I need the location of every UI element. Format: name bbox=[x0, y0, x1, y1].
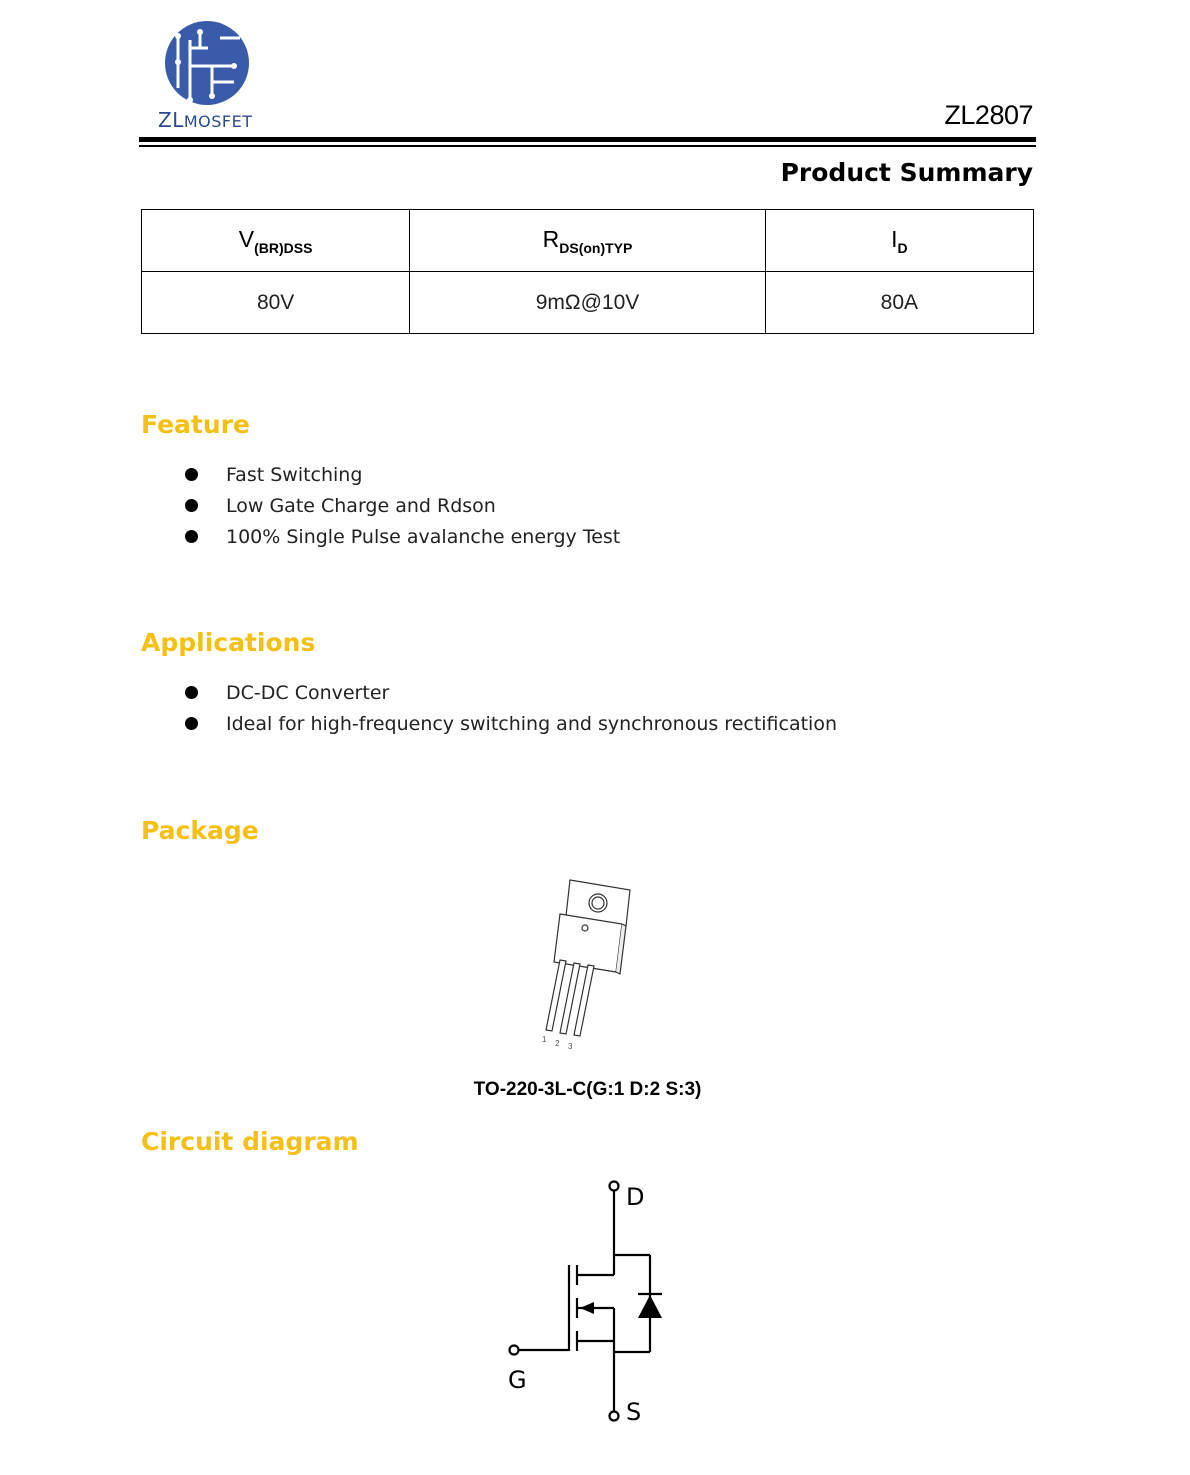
package-caption: TO-220-3L-C(G:1 D:2 S:3) bbox=[473, 1079, 702, 1100]
feature-list bbox=[183, 462, 620, 555]
pin-label: 2 bbox=[555, 1039, 560, 1048]
header-vbrdss: $V_{(BR)DSS}$ bbox=[142, 210, 410, 272]
bullet-icon bbox=[185, 717, 198, 730]
table-row bbox=[142, 272, 1034, 334]
value-id: 80A bbox=[765, 272, 1033, 334]
logo-wordmark: ZLMOSFET bbox=[158, 108, 253, 132]
applications-list bbox=[183, 680, 837, 742]
source-label: S bbox=[626, 1398, 642, 1426]
product-summary-title: Product Summary bbox=[780, 158, 1033, 187]
value-vbrdss: 80V bbox=[142, 272, 410, 334]
list-item: Ideal for high-frequency switching and synchronous rectification bbox=[183, 711, 837, 742]
product-summary-table bbox=[141, 209, 1034, 334]
header-rdson: $R_{DS(on)TYP}$ bbox=[410, 210, 765, 272]
circuit-diagram-title: Circuit diagram bbox=[141, 1127, 359, 1156]
part-number: ZL2807 bbox=[944, 100, 1033, 130]
header-rule-thin bbox=[139, 145, 1036, 147]
mosfet-circuit-symbol bbox=[500, 1175, 680, 1430]
gate-label: G bbox=[508, 1366, 527, 1394]
value-rdson: 9mΩ@10V bbox=[410, 272, 765, 334]
header-id: $I_D$ bbox=[765, 210, 1033, 272]
bullet-icon bbox=[185, 530, 198, 543]
bullet-icon bbox=[185, 468, 198, 481]
pin-label: 3 bbox=[568, 1042, 573, 1051]
list-item: Fast Switching bbox=[183, 462, 620, 493]
applications-title: Applications bbox=[141, 628, 316, 657]
pin-label: 1 bbox=[542, 1035, 547, 1044]
bullet-icon bbox=[185, 499, 198, 512]
drain-label: D bbox=[626, 1183, 645, 1211]
feature-title: Feature bbox=[141, 410, 250, 439]
table-header-row bbox=[142, 210, 1034, 272]
list-item: DC-DC Converter bbox=[183, 680, 837, 711]
bullet-icon bbox=[185, 686, 198, 699]
package-title: Package bbox=[141, 816, 259, 845]
list-item: 100% Single Pulse avalanche energy Test bbox=[183, 524, 620, 555]
header-rule-thick bbox=[139, 137, 1036, 142]
to220-package-image bbox=[530, 876, 650, 1056]
list-item: Low Gate Charge and Rdson bbox=[183, 493, 620, 524]
